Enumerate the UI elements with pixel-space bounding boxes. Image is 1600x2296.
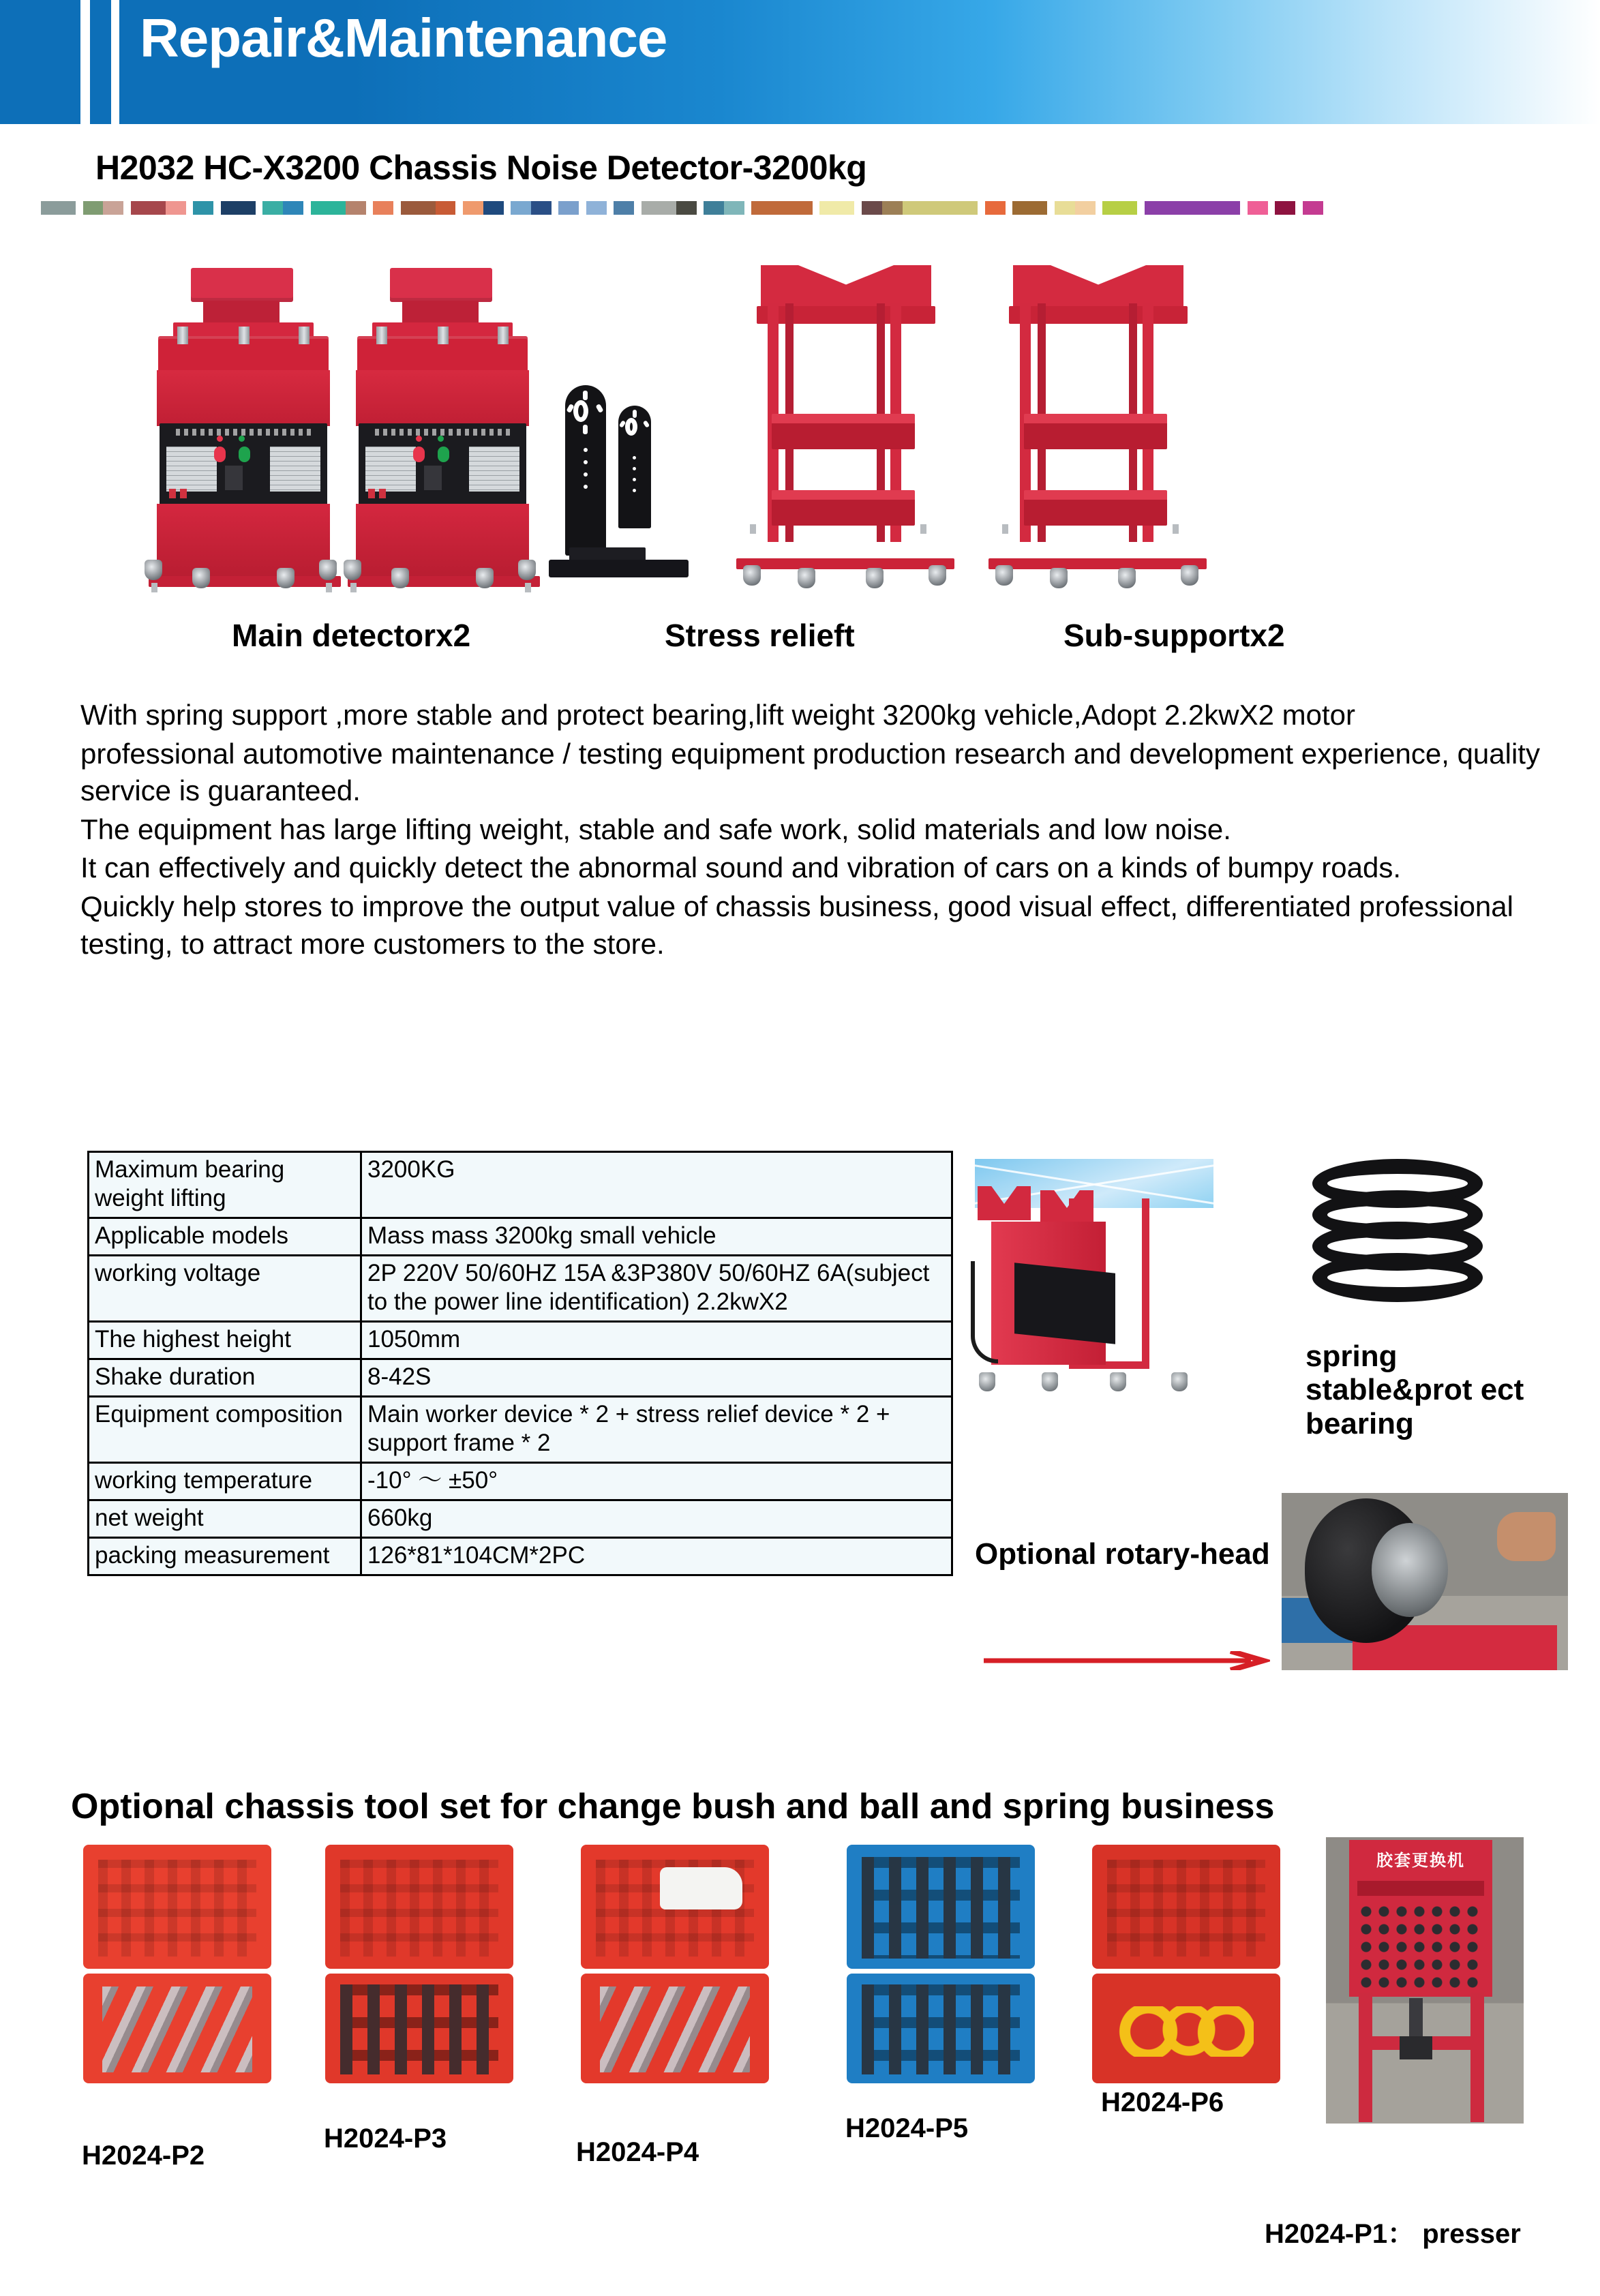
decor-bar-segment	[586, 201, 607, 215]
spring-benefit-caption: spring stable&prot ect bearing	[1305, 1340, 1524, 1440]
decor-bar-segment	[213, 201, 221, 215]
toolset-case-p6	[1084, 1845, 1288, 2083]
decor-bar-segment	[401, 201, 436, 215]
decor-bar-segment	[1165, 201, 1186, 215]
specification-table	[87, 1151, 953, 1576]
decor-bar-segment	[1205, 201, 1240, 215]
decor-bar-segment	[1295, 201, 1303, 215]
description-paragraph: The equipment has large lifting weight, stable and safe work, solid materials and low noise.	[80, 813, 1231, 845]
decor-bar-segment	[123, 201, 131, 215]
decor-bar-segment	[957, 201, 978, 215]
decor-bar-segment	[558, 201, 579, 215]
spec-key: working voltage	[89, 1256, 361, 1322]
spec-key: Equipment composition	[89, 1397, 361, 1463]
spec-key: net weight	[89, 1500, 361, 1538]
table-row	[89, 1152, 952, 1218]
decor-bar-segment	[1145, 201, 1165, 215]
spec-key: Applicable models	[89, 1218, 361, 1256]
decor-bar-segment	[1185, 201, 1205, 215]
decor-bar-segment	[922, 201, 957, 215]
decor-bar-segment	[504, 201, 511, 215]
decor-bar-segment	[641, 201, 676, 215]
decor-bar-segment	[614, 201, 634, 215]
product-description	[80, 697, 1590, 964]
description-paragraph: It can effectively and quickly detect the abnormal sound and vibration of cars on a kinds of bumpy roads.	[80, 851, 1402, 884]
decor-bar-segment	[579, 201, 586, 215]
red-arrow-icon	[984, 1651, 1270, 1670]
spec-value: 3200KG	[361, 1152, 952, 1218]
decor-bar-segment	[256, 201, 263, 215]
decor-bar-segment	[76, 201, 83, 215]
decor-bar-segment	[303, 201, 311, 215]
toolset-case-p3	[317, 1845, 522, 2083]
product-photo-rotary-head-in-use	[1282, 1493, 1568, 1670]
decor-bar-segment	[393, 201, 401, 215]
toolset-label-p6: H2024-P6	[1101, 2087, 1224, 2117]
toolset-label-p2: H2024-P2	[82, 2141, 205, 2171]
decor-bar-segment	[1096, 201, 1103, 215]
spec-value: 660kg	[361, 1500, 952, 1538]
decor-bar-segment	[311, 201, 346, 215]
table-row	[89, 1322, 952, 1359]
product-photo-presser-machine	[1326, 1837, 1524, 2124]
decor-bar-segment	[41, 201, 76, 215]
page-title: H2032 HC-X3200 Chassis Noise Detector-3200kg	[95, 149, 867, 187]
decor-bar-segment	[607, 201, 614, 215]
decor-bar-segment	[463, 201, 483, 215]
decor-bar-segment	[704, 201, 724, 215]
decor-bar-segment	[744, 201, 752, 215]
spec-key: The highest height	[89, 1322, 361, 1359]
decor-bar-segment	[985, 201, 1006, 215]
spec-value: Mass mass 3200kg small vehicle	[361, 1218, 952, 1256]
toolset-case-p2	[75, 1845, 280, 2083]
decor-bar-segment	[1137, 201, 1145, 215]
header-banner	[0, 0, 1600, 124]
decor-bar-segment	[882, 201, 903, 215]
table-row	[89, 1538, 952, 1575]
decor-bar-segment	[531, 201, 552, 215]
toolset-section-heading: Optional chassis tool set for change bush and ball and spring business	[71, 1787, 1275, 1826]
spec-value: 1050mm	[361, 1322, 952, 1359]
decor-bar-segment	[697, 201, 704, 215]
optional-rotary-head-caption: Optional rotary-head	[975, 1537, 1270, 1571]
spec-value: Main worker device * 2 + stress relief device * 2 + support frame * 2	[361, 1397, 952, 1463]
product-image-main-detector-2	[342, 268, 547, 575]
description-paragraph: professional automotive maintenance / testing equipment production research and development experience, quality service is guaranteed.	[80, 737, 1540, 807]
toolset-label-p1: H2024-P1： presser	[1265, 2219, 1521, 2249]
decor-bar-segment	[346, 201, 366, 215]
decor-bar-segment	[1012, 201, 1047, 215]
decor-bar-segment	[634, 201, 641, 215]
decor-bar-segment	[103, 201, 123, 215]
decor-bar-segment	[1047, 201, 1055, 215]
decor-bar-segment	[455, 201, 463, 215]
decor-bar-segment	[1303, 201, 1323, 215]
spec-key: Shake duration	[89, 1359, 361, 1397]
toolset-case-p5	[839, 1845, 1043, 2083]
decor-bar-segment	[1006, 201, 1013, 215]
toolset-label-p5: H2024-P5	[845, 2113, 969, 2143]
decor-bar-segment	[131, 201, 166, 215]
hero-caption-row	[0, 617, 1600, 665]
decor-bar-segment	[819, 201, 854, 215]
decor-bar-segment	[1275, 201, 1295, 215]
table-row	[89, 1218, 952, 1256]
spec-value: 8-42S	[361, 1359, 952, 1397]
product-image-stress-relief	[549, 373, 706, 577]
table-row	[89, 1359, 952, 1397]
spec-key: working temperature	[89, 1463, 361, 1500]
toolset-case-p4	[573, 1845, 777, 2083]
spec-value: 2P 220V 50/60HZ 15A &3P380V 50/60HZ 6A(subject to the power line identification) 2.2kwX2	[361, 1256, 952, 1322]
decor-bar-segment	[166, 201, 186, 215]
decor-bar-segment	[373, 201, 393, 215]
hero-product-images	[143, 235, 1452, 590]
decor-bar-segment	[262, 201, 283, 215]
table-row	[89, 1256, 952, 1322]
decor-bar-segment	[854, 201, 862, 215]
decorative-color-bar	[41, 201, 1323, 215]
header-accent-bar-1	[80, 0, 90, 124]
decor-bar-segment	[193, 201, 213, 215]
spec-value: -10° ～ ±50°	[361, 1463, 952, 1500]
description-paragraph: Quickly help stores to improve the output value of chassis business, good visual effect, differentiated professional testing, to attract more customers to the store.	[80, 890, 1513, 960]
toolset-label-p4: H2024-P4	[576, 2137, 699, 2167]
decor-bar-segment	[1240, 201, 1248, 215]
decor-bar-segment	[552, 201, 559, 215]
toolset-label-p3: H2024-P3	[324, 2124, 447, 2154]
decor-bar-segment	[724, 201, 744, 215]
product-photo-coil-spring	[1299, 1159, 1503, 1333]
decor-bar-segment	[186, 201, 194, 215]
decor-bar-segment	[862, 201, 882, 215]
table-row	[89, 1500, 952, 1538]
decor-bar-segment	[511, 201, 531, 215]
spec-value: 126*81*104CM*2PC	[361, 1538, 952, 1575]
decor-bar-segment	[366, 201, 374, 215]
header-title: Repair&Maintenance	[140, 7, 667, 68]
decor-bar-segment	[221, 201, 256, 215]
decor-bar-segment	[483, 201, 504, 215]
product-image-sub-support-2	[988, 265, 1213, 579]
spec-key: packing measurement	[89, 1538, 361, 1575]
product-photo-machine-angled	[967, 1159, 1250, 1394]
decor-bar-segment	[1075, 201, 1096, 215]
decor-bar-segment	[1248, 201, 1268, 215]
decor-bar-segment	[283, 201, 303, 215]
decor-bar-segment	[676, 201, 697, 215]
caption-stress-relief: Stress relieft	[665, 618, 855, 653]
decor-bar-segment	[903, 201, 923, 215]
decor-bar-segment	[83, 201, 104, 215]
header-accent-bar-2	[111, 0, 119, 124]
decor-bar-segment	[751, 201, 772, 215]
description-paragraph: With spring support ,more stable and protect bearing,lift weight 3200kg vehicle,Adopt 2.2kwX2 motor	[80, 699, 1356, 731]
decor-bar-segment	[792, 201, 813, 215]
caption-main-detector: Main detectorx2	[232, 618, 471, 653]
product-image-main-detector-1	[143, 268, 348, 575]
table-row	[89, 1463, 952, 1500]
decor-bar-segment	[1102, 201, 1137, 215]
decor-bar-segment	[978, 201, 985, 215]
presser-machine-chinese-label: 胶套更换机	[1376, 1852, 1465, 1870]
decor-bar-segment	[436, 201, 456, 215]
caption-sub-support: Sub-supportx2	[1063, 618, 1285, 653]
decor-bar-segment	[772, 201, 792, 215]
decor-bar-segment	[1268, 201, 1276, 215]
spec-key: Maximum bearing weight lifting	[89, 1152, 361, 1218]
table-row	[89, 1397, 952, 1463]
decor-bar-segment	[1055, 201, 1075, 215]
decor-bar-segment	[813, 201, 820, 215]
product-image-sub-support-1	[736, 265, 961, 579]
